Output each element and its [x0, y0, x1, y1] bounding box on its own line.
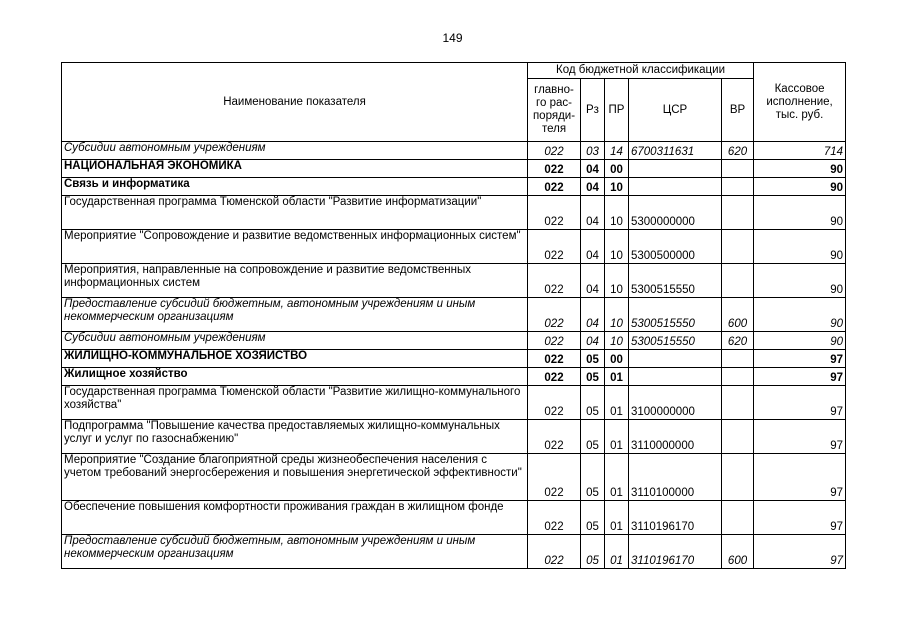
- cell-name: Мероприятие "Создание благоприятной среды жизнеобеспечения населения с учетом требований энергосбережения и повышения энергетической эффективности": [62, 454, 528, 501]
- cell-rz: 05: [581, 420, 605, 454]
- cell-chief: 022: [528, 298, 581, 332]
- cell-vr: [722, 160, 754, 178]
- cell-rz: 05: [581, 368, 605, 386]
- header-csr: ЦСР: [629, 79, 722, 142]
- cell-csr: 5300000000: [629, 196, 722, 230]
- cell-rz: 04: [581, 298, 605, 332]
- cell-rz: 04: [581, 196, 605, 230]
- table-body: [62, 142, 846, 569]
- header-pr: ПР: [605, 79, 629, 142]
- cell-chief: 022: [528, 368, 581, 386]
- table-row: [62, 160, 846, 178]
- cell-vr: [722, 178, 754, 196]
- cell-name: Мероприятия, направленные на сопровождение и развитие ведомственных информационных систем: [62, 264, 528, 298]
- cell-chief: 022: [528, 386, 581, 420]
- header-rz: Рз: [581, 79, 605, 142]
- cell-vr: [722, 350, 754, 368]
- cell-chief: 022: [528, 332, 581, 350]
- cell-name: Субсидии автономным учреждениям: [62, 332, 528, 350]
- table-row: [62, 196, 846, 230]
- cell-vr: [722, 454, 754, 501]
- table-row: [62, 386, 846, 420]
- cell-name: Предоставление субсидий бюджетным, автономным учреждениям и иным некоммерческим организациям: [62, 298, 528, 332]
- cell-name: Предоставление субсидий бюджетным, автономным учреждениям и иным некоммерческим организациям: [62, 535, 528, 569]
- cell-amount: 90: [754, 178, 846, 196]
- cell-chief: 022: [528, 535, 581, 569]
- table-row: [62, 350, 846, 368]
- cell-csr: 3110000000: [629, 420, 722, 454]
- header-name: Наименование показателя: [62, 63, 528, 142]
- cell-pr: 10: [605, 298, 629, 332]
- cell-rz: 05: [581, 350, 605, 368]
- cell-amount: 97: [754, 368, 846, 386]
- cell-csr: 3110100000: [629, 454, 722, 501]
- cell-csr: 5300515550: [629, 332, 722, 350]
- cell-pr: 01: [605, 535, 629, 569]
- cell-rz: 03: [581, 142, 605, 160]
- cell-pr: 10: [605, 230, 629, 264]
- cell-pr: 10: [605, 264, 629, 298]
- cell-chief: 022: [528, 420, 581, 454]
- cell-vr: [722, 501, 754, 535]
- cell-amount: 97: [754, 535, 846, 569]
- cell-csr: [629, 160, 722, 178]
- budget-execution-table: [61, 62, 846, 569]
- cell-pr: 00: [605, 350, 629, 368]
- cell-amount: 97: [754, 420, 846, 454]
- cell-rz: 05: [581, 501, 605, 535]
- cell-name: Подпрограмма "Повышение качества предоставляемых жилищно-коммунальных услуг и услуг по газоснабжению": [62, 420, 528, 454]
- cell-rz: 05: [581, 535, 605, 569]
- cell-pr: 14: [605, 142, 629, 160]
- cell-amount: 97: [754, 454, 846, 501]
- cell-csr: 3100000000: [629, 386, 722, 420]
- cell-vr: 600: [722, 298, 754, 332]
- cell-pr: 10: [605, 196, 629, 230]
- cell-chief: 022: [528, 230, 581, 264]
- cell-csr: 5300500000: [629, 230, 722, 264]
- cell-pr: 01: [605, 386, 629, 420]
- cell-pr: 01: [605, 454, 629, 501]
- table-row: [62, 298, 846, 332]
- cell-chief: 022: [528, 350, 581, 368]
- page-number: 149: [442, 31, 463, 45]
- cell-vr: [722, 196, 754, 230]
- table-row: [62, 535, 846, 569]
- table-row: [62, 230, 846, 264]
- header-amount: Кассовое исполнение, тыс. руб.: [754, 63, 846, 142]
- cell-name: Мероприятие "Сопровождение и развитие ведомственных информационных систем": [62, 230, 528, 264]
- cell-rz: 04: [581, 230, 605, 264]
- cell-pr: 01: [605, 501, 629, 535]
- cell-csr: [629, 368, 722, 386]
- cell-csr: [629, 350, 722, 368]
- cell-rz: 05: [581, 454, 605, 501]
- cell-chief: 022: [528, 454, 581, 501]
- cell-amount: 97: [754, 501, 846, 535]
- cell-name: Жилищное хозяйство: [62, 368, 528, 386]
- cell-vr: [722, 264, 754, 298]
- cell-amount: 90: [754, 196, 846, 230]
- cell-rz: 04: [581, 264, 605, 298]
- cell-chief: 022: [528, 196, 581, 230]
- cell-vr: [722, 420, 754, 454]
- cell-csr: 3110196170: [629, 501, 722, 535]
- table-row: [62, 178, 846, 196]
- cell-name: Государственная программа Тюменской области "Развитие жилищно-коммунального хозяйства": [62, 386, 528, 420]
- cell-amount: 97: [754, 350, 846, 368]
- header-chief: главно- го рас- поряди- теля: [528, 79, 581, 142]
- table-row: [62, 332, 846, 350]
- cell-rz: 04: [581, 160, 605, 178]
- cell-name: ЖИЛИЩНО-КОММУНАЛЬНОЕ ХОЗЯЙСТВО: [62, 350, 528, 368]
- cell-pr: 01: [605, 420, 629, 454]
- cell-amount: 714: [754, 142, 846, 160]
- cell-pr: 10: [605, 332, 629, 350]
- cell-name: Государственная программа Тюменской области "Развитие информатизации": [62, 196, 528, 230]
- cell-name: НАЦИОНАЛЬНАЯ ЭКОНОМИКА: [62, 160, 528, 178]
- table-row: [62, 264, 846, 298]
- cell-amount: 90: [754, 160, 846, 178]
- table-row: [62, 142, 846, 160]
- cell-vr: [722, 368, 754, 386]
- cell-csr: 5300515550: [629, 264, 722, 298]
- table-row: [62, 420, 846, 454]
- cell-csr: [629, 178, 722, 196]
- cell-vr: [722, 386, 754, 420]
- cell-vr: 620: [722, 142, 754, 160]
- cell-rz: 04: [581, 178, 605, 196]
- cell-csr: 3110196170: [629, 535, 722, 569]
- cell-chief: 022: [528, 264, 581, 298]
- cell-amount: 97: [754, 386, 846, 420]
- cell-chief: 022: [528, 142, 581, 160]
- cell-pr: 10: [605, 178, 629, 196]
- cell-pr: 01: [605, 368, 629, 386]
- table-row: [62, 454, 846, 501]
- cell-rz: 05: [581, 386, 605, 420]
- cell-chief: 022: [528, 178, 581, 196]
- cell-pr: 00: [605, 160, 629, 178]
- cell-name: Субсидии автономным учреждениям: [62, 142, 528, 160]
- cell-amount: 90: [754, 230, 846, 264]
- cell-amount: 90: [754, 298, 846, 332]
- cell-csr: 6700311631: [629, 142, 722, 160]
- cell-chief: 022: [528, 160, 581, 178]
- cell-amount: 90: [754, 264, 846, 298]
- cell-vr: 600: [722, 535, 754, 569]
- cell-vr: 620: [722, 332, 754, 350]
- cell-chief: 022: [528, 501, 581, 535]
- cell-rz: 04: [581, 332, 605, 350]
- table-row: [62, 368, 846, 386]
- cell-amount: 90: [754, 332, 846, 350]
- cell-name: Связь и информатика: [62, 178, 528, 196]
- table-row: [62, 501, 846, 535]
- cell-csr: 5300515550: [629, 298, 722, 332]
- header-vr: ВР: [722, 79, 754, 142]
- cell-vr: [722, 230, 754, 264]
- cell-name: Обеспечение повышения комфортности проживания граждан в жилищном фонде: [62, 501, 528, 535]
- header-code-group: Код бюджетной классификации: [528, 63, 754, 79]
